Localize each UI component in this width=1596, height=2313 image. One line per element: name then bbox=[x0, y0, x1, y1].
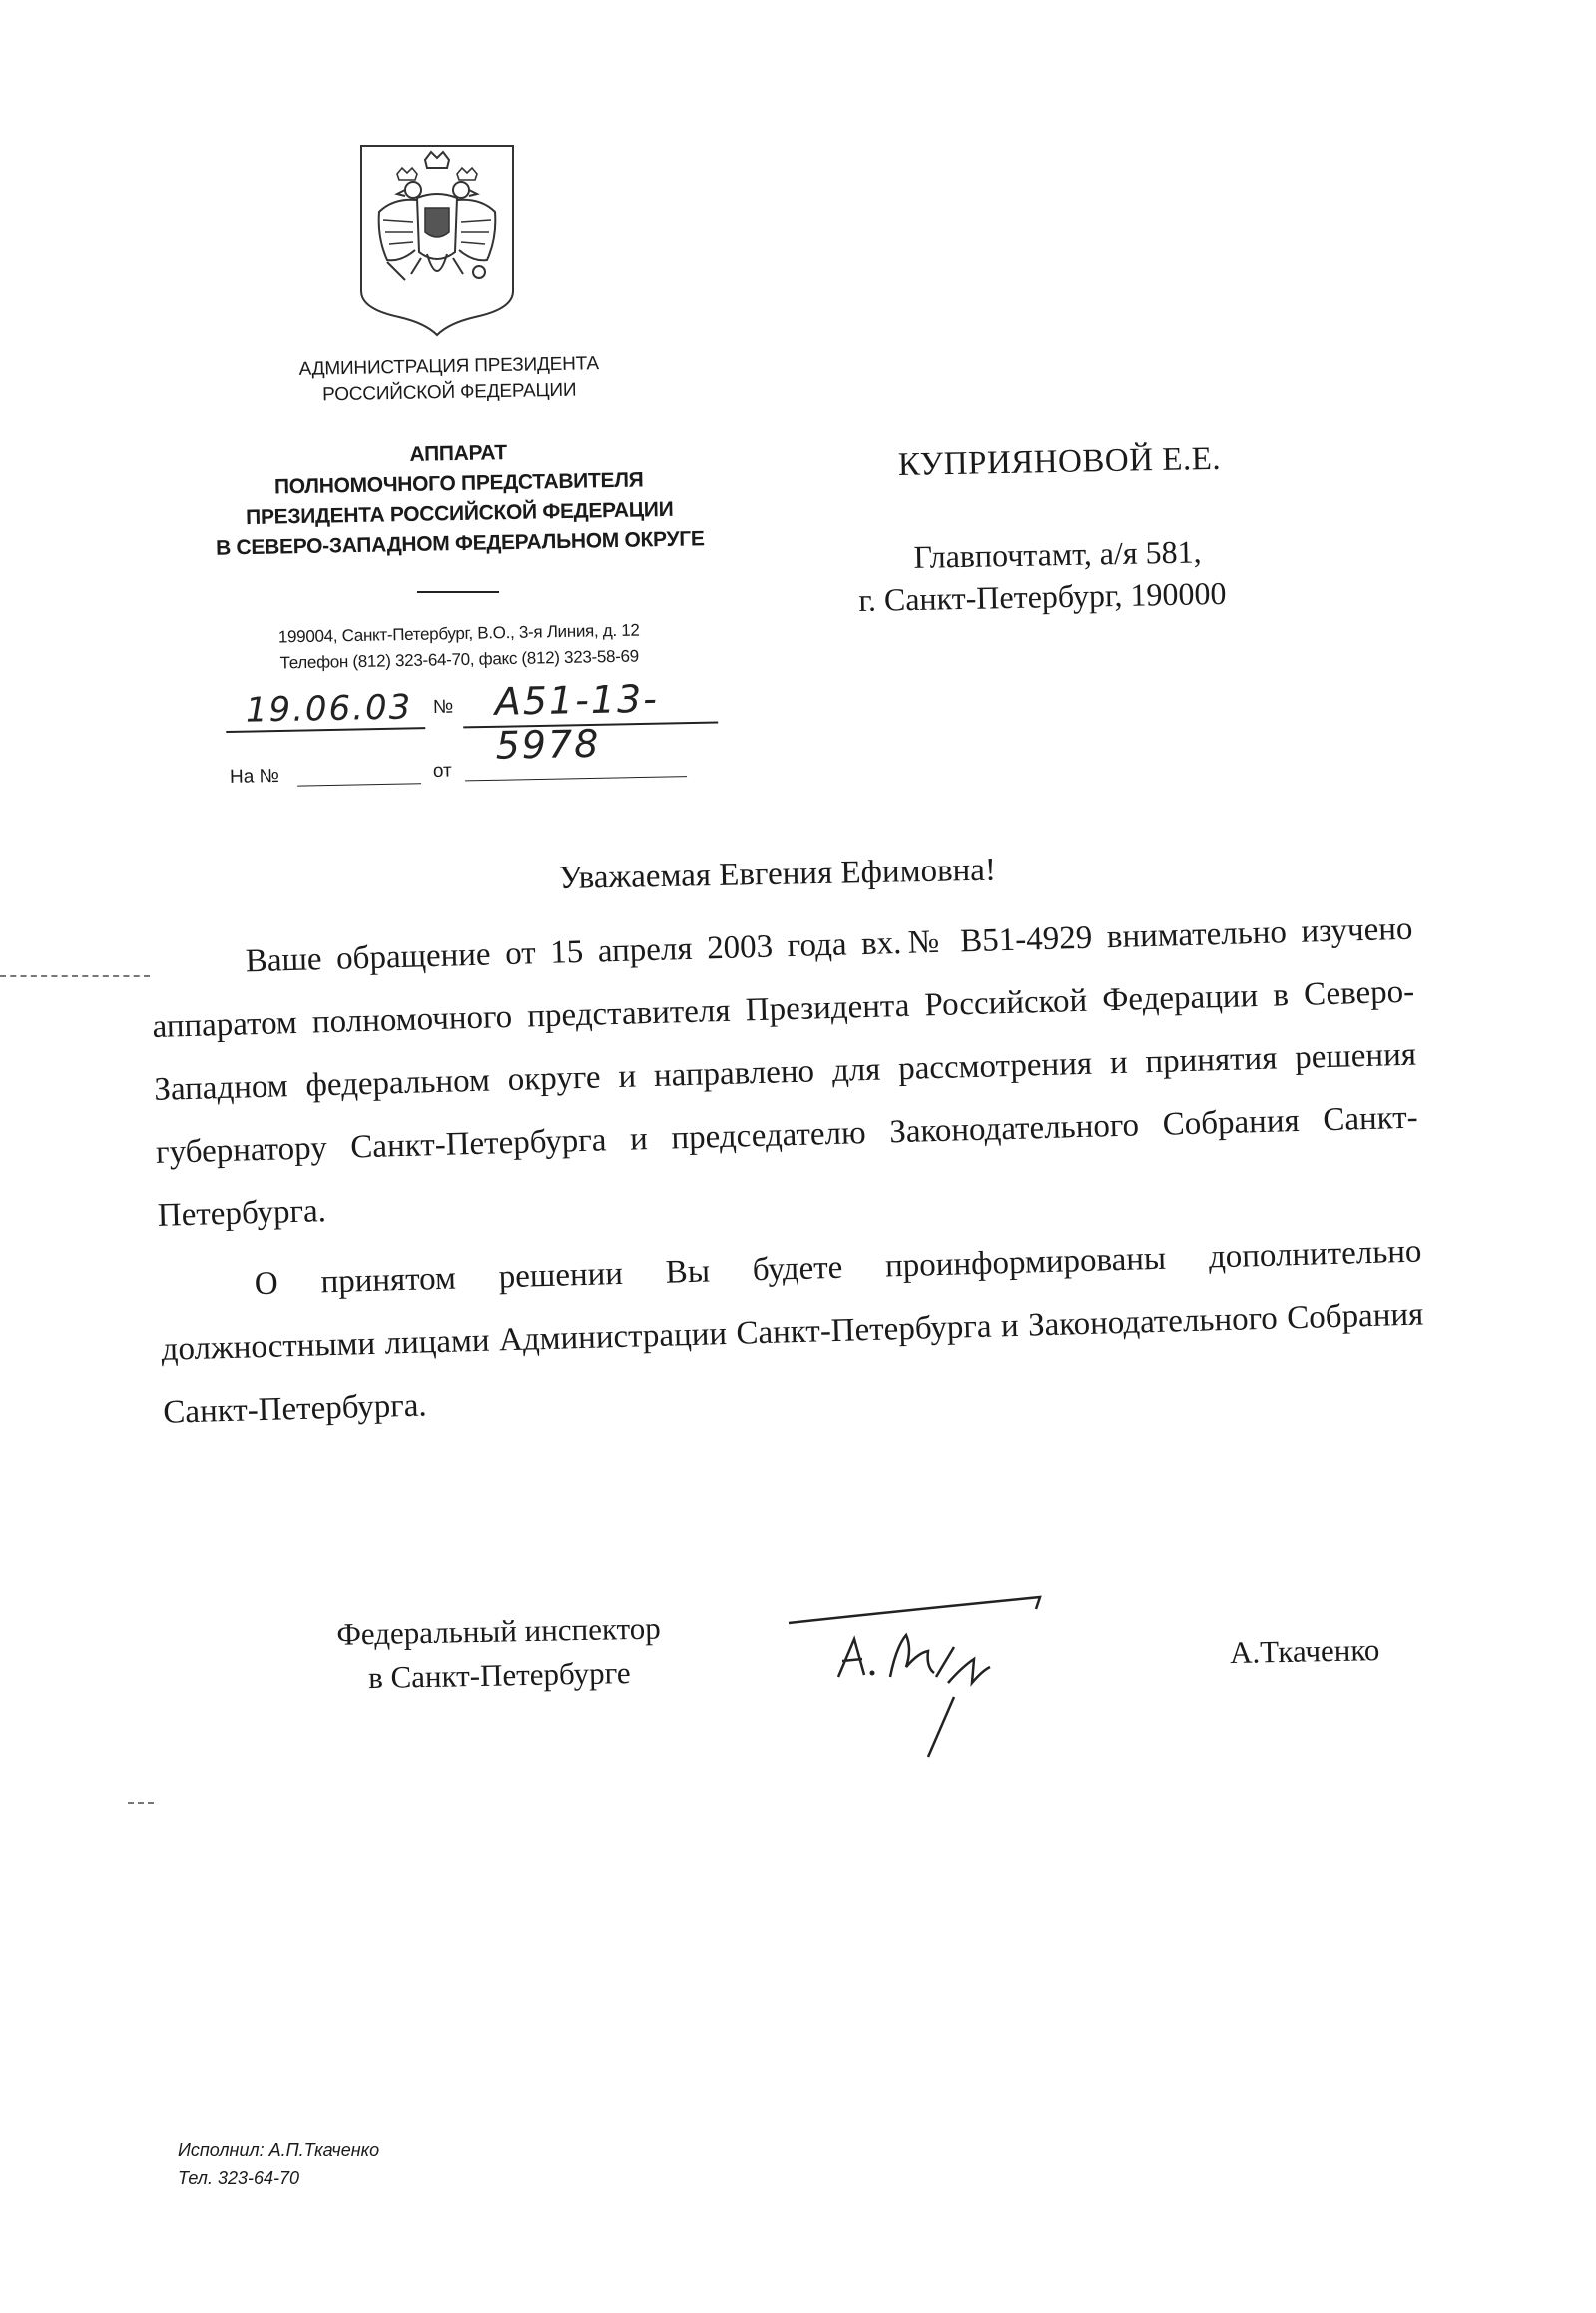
letterhead-divider bbox=[417, 591, 499, 593]
handwritten-signature bbox=[779, 1587, 1058, 1767]
coat-of-arms-emblem-icon bbox=[357, 142, 517, 339]
reference-line bbox=[226, 751, 746, 795]
scan-artifact-line bbox=[128, 1802, 154, 1804]
executor-phone: Тел. 323-64-70 bbox=[178, 2168, 300, 2188]
signatory-title-line2: в Санкт-Петербурге bbox=[367, 1655, 631, 1696]
signatory-name: А.Ткаченко bbox=[1229, 1632, 1380, 1670]
registration-date: 19.06.03 bbox=[245, 687, 413, 731]
letterhead-address-line1: 199004, Санкт-Петербург, В.О., 3-я Линия, д. 12 bbox=[277, 620, 640, 647]
reference-number-label: На № bbox=[229, 765, 280, 788]
letterhead-address bbox=[210, 616, 710, 678]
reference-from-blank bbox=[465, 776, 687, 781]
letterhead-apparat bbox=[179, 434, 740, 565]
scan-artifact-line bbox=[0, 975, 150, 977]
reference-from-label: от bbox=[432, 760, 452, 783]
letterhead-address-line2: Телефон (812) 323-64-70, факс (812) 323-58-69 bbox=[279, 646, 640, 673]
registration-number: А51-13-5978 bbox=[494, 676, 660, 768]
letterhead-apparat-line3: ПРЕЗИДЕНТА РОССИЙСКОЙ ФЕДЕРАЦИИ bbox=[245, 497, 674, 530]
body-paragraph-2: О принятом решении Вы будете проинформированы дополнительно должностными лицами Администрации Санкт-Петербурга и Законодательного Собрания Санкт-Петербурга. bbox=[161, 1233, 1424, 1431]
number-label: № bbox=[432, 696, 454, 719]
signatory-title bbox=[268, 1605, 730, 1702]
executor-name: Исполнил: А.П.Ткаченко bbox=[178, 2140, 380, 2160]
letterhead-apparat-line1: АППАРАТ bbox=[409, 441, 507, 466]
executor-footer bbox=[178, 2136, 577, 2192]
signatory-title-line1: Федеральный инспектор bbox=[336, 1610, 662, 1652]
letterhead-apparat-line2: ПОЛНОМОЧНОГО ПРЕДСТАВИТЕЛЯ bbox=[273, 468, 644, 499]
addressee-address-line1: Главпочтамт, а/я 581, bbox=[913, 533, 1202, 575]
reference-number-blank bbox=[297, 783, 421, 786]
body-paragraph-1: Ваше обращение от 15 апреля 2003 года вх.№ В51-4929 внимательно изучено аппаратом полномочного представителя Президента Российской Федерации в Северо-Западном федеральном округе и направлено для рассмотрения и принятия решения губернатору Санкт-Петербурга и председателю Законодательного Собрания Санкт-Петербурга. bbox=[152, 910, 1419, 1234]
letterhead-admin-line1: АДМИНИСТРАЦИЯ ПРЕЗИДЕНТА bbox=[298, 353, 600, 380]
letter-body bbox=[150, 898, 1426, 1452]
letterhead-administration bbox=[260, 350, 640, 409]
salutation: Уважаемая Евгения Ефимовна! bbox=[558, 852, 997, 896]
letterhead-admin-line2: РОССИЙСКОЙ ФЕДЕРАЦИИ bbox=[321, 379, 577, 406]
addressee-address-line2: г. Санкт-Петербург, 190000 bbox=[858, 574, 1227, 618]
letterhead-apparat-line4: В СЕВЕРО-ЗАПАДНОМ ФЕДЕРАЛЬНОМ ОКРУГЕ bbox=[215, 527, 705, 560]
addressee-name: КУПРИЯНОВОЙ Е.Е. bbox=[897, 440, 1222, 483]
registration-line bbox=[225, 676, 745, 768]
addressee-address bbox=[857, 527, 1378, 621]
